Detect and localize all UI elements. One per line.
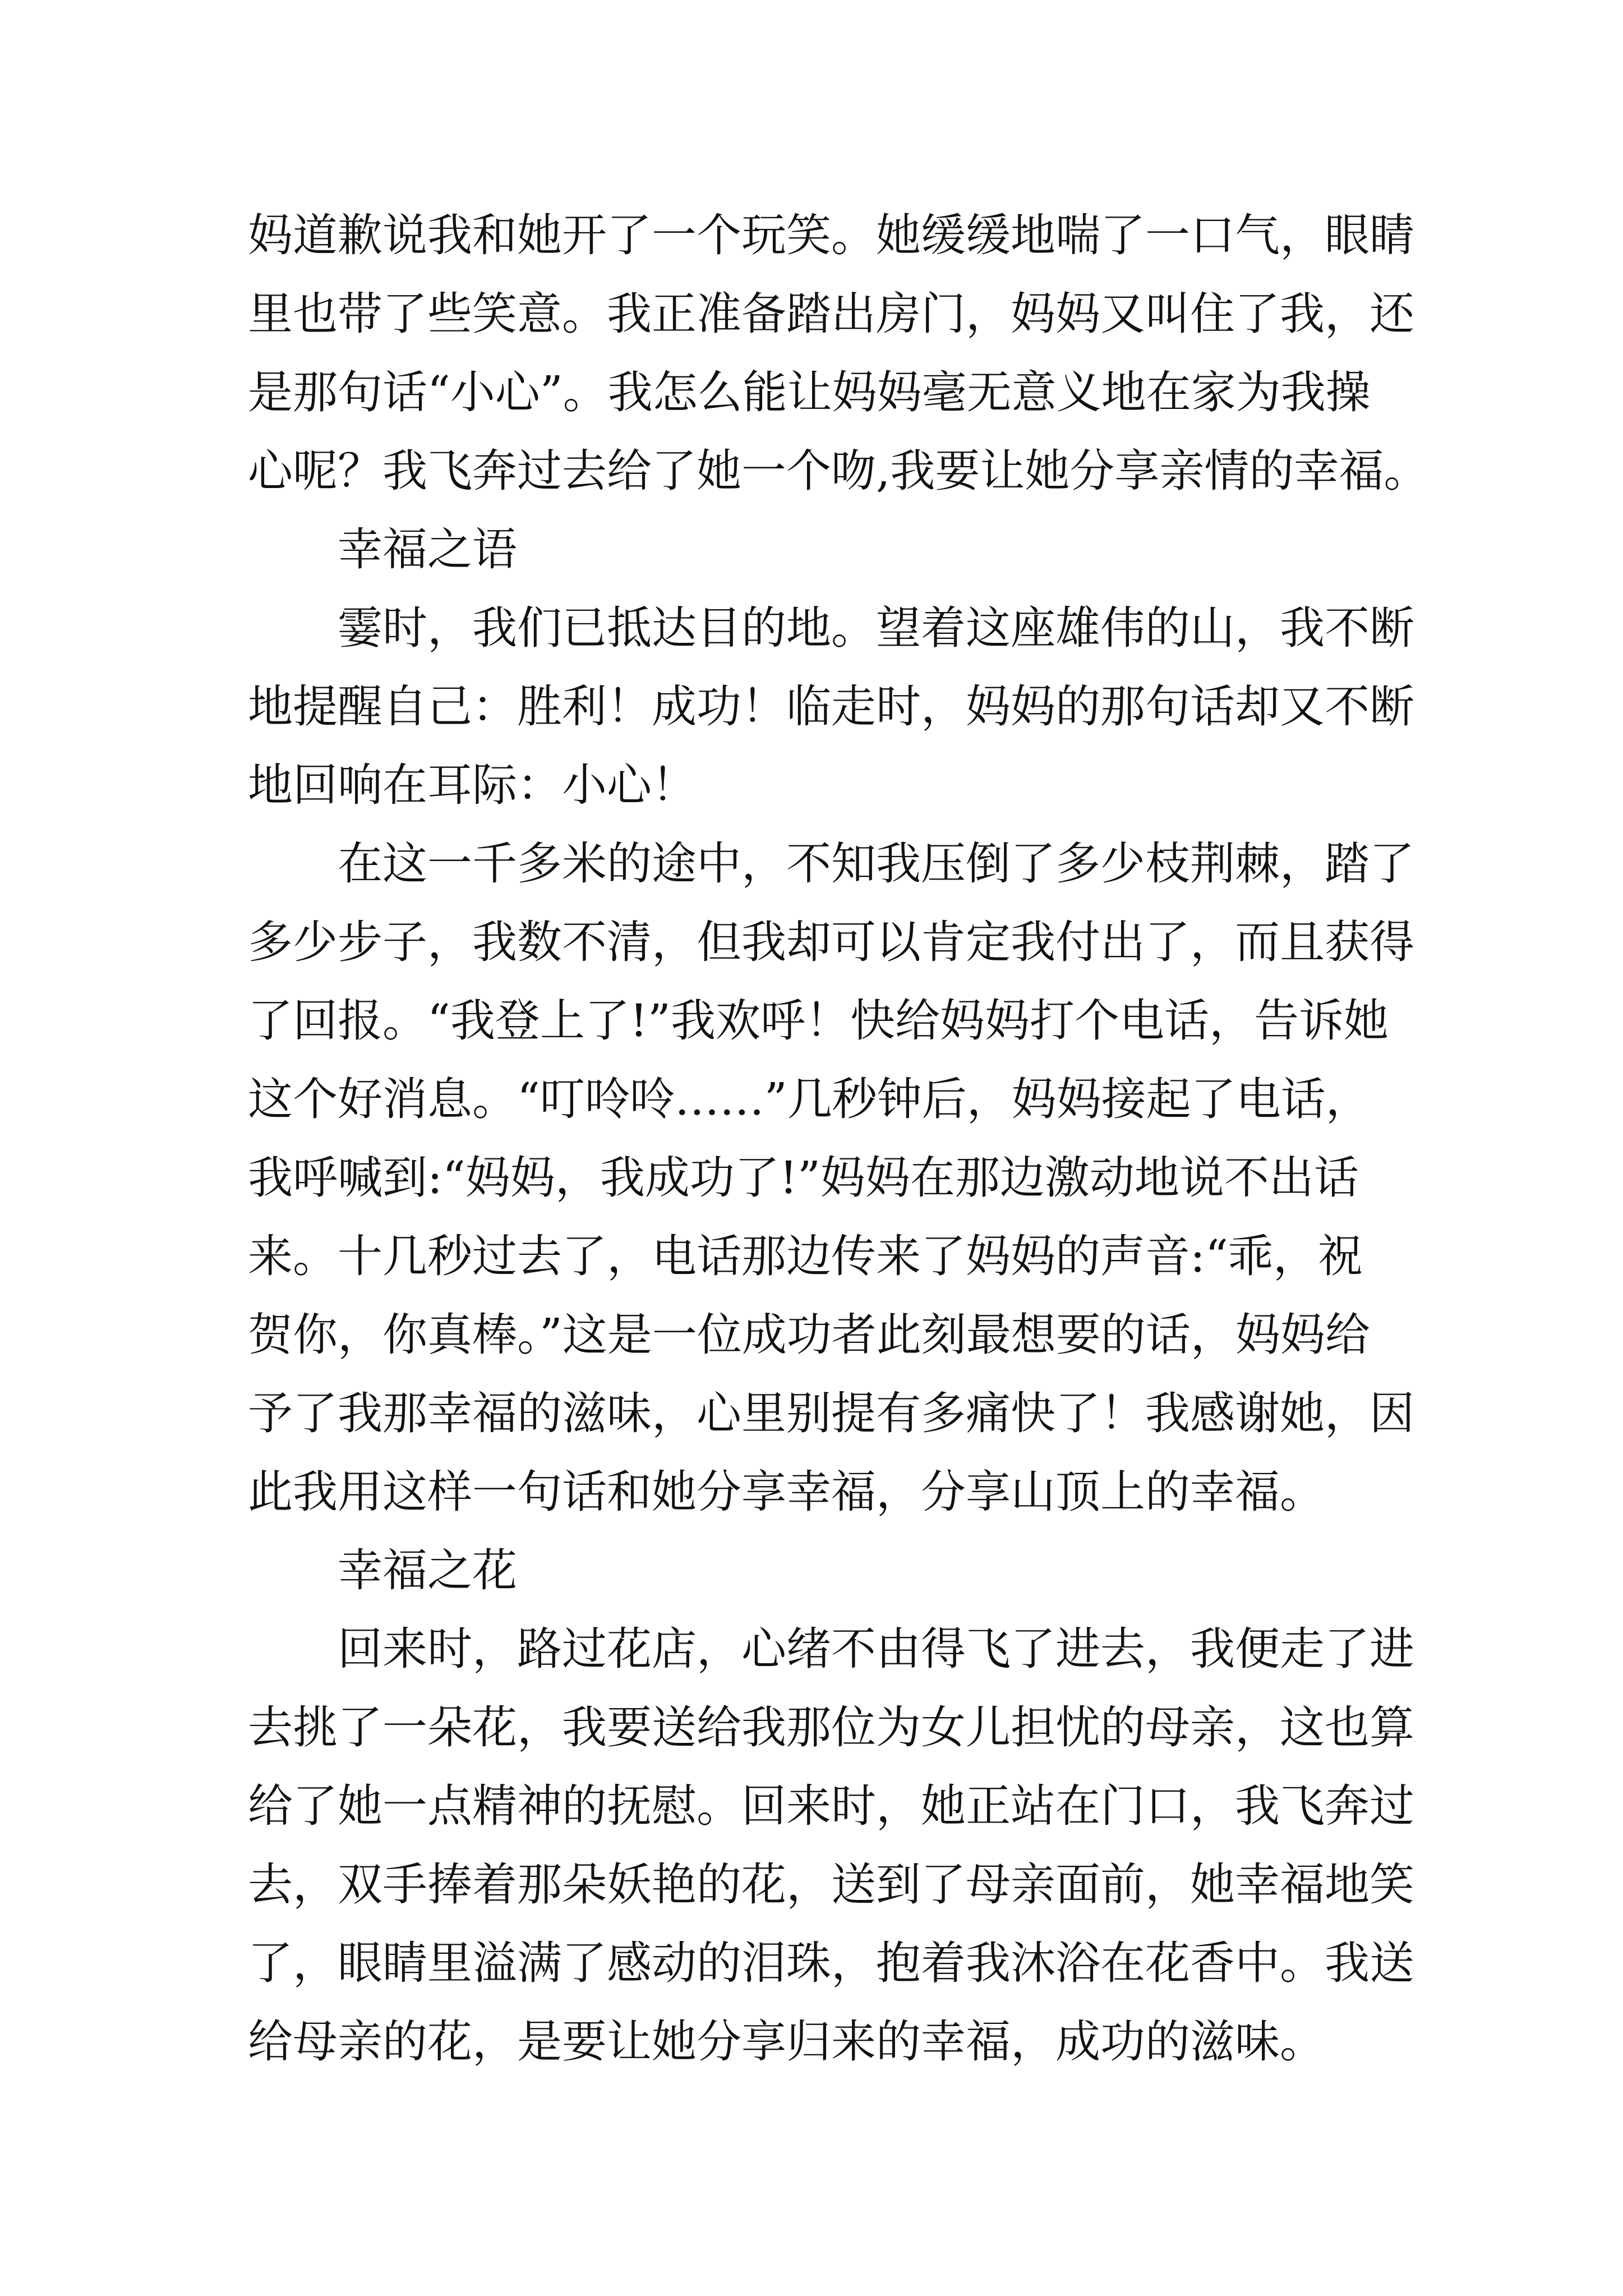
document-body	[248, 196, 1429, 2081]
text-line: 多少步子，我数不清，但我却可以肯定我付出了，而且获得	[248, 916, 1414, 968]
text-line: 在这一千多米的途中，不知我压倒了多少枝荆棘，踏了	[338, 838, 1414, 890]
text-line: 回来时，路过花店，心绪不由得飞了进去，我便走了进	[338, 1623, 1414, 1675]
text-line: 予了我那幸福的滋味，心里别提有多痛快了！我感谢她，因	[248, 1387, 1414, 1439]
text-line: 去挑了一朵花，我要送给我那位为女儿担忧的母亲，这也算	[248, 1701, 1414, 1754]
section-heading-text: 幸福之语	[338, 523, 517, 576]
text-line: 去，双手捧着那朵妖艳的花，送到了母亲面前，她幸福地笑	[248, 1858, 1414, 1911]
text-line: 这个好消息。“叮呤呤……”几秒钟后，妈妈接起了电话，	[248, 1073, 1371, 1125]
paragraph	[248, 1610, 1414, 2081]
text-line: 妈道歉说我和她开了一个玩笑。她缓缓地喘了一口气，眼睛	[248, 209, 1414, 261]
text-line: 心呢？我飞奔过去给了她一个吻,我要让她分享亲情的幸福。	[248, 445, 1429, 497]
text-line: 霎时，我们已抵达目的地。望着这座雄伟的山，我不断	[338, 602, 1414, 654]
section-heading	[248, 510, 1375, 589]
text-line: 来。十几秒过去了，电话那边传来了妈妈的声音:“乖，祝	[248, 1230, 1363, 1282]
text-line: 此我用这样一句话和她分享幸福，分享山顶上的幸福。	[248, 1466, 1325, 1518]
text-line: 地提醒自己：胜利！成功！临走时，妈妈的那句话却又不断	[248, 680, 1414, 733]
text-line: 我呼喊到:“妈妈，我成功了!”妈妈在那边激动地说不出话	[248, 1152, 1359, 1204]
paragraph	[248, 825, 1414, 1531]
text-line: 贺你，你真棒。”这是一位成功者此刻最想要的话，妈妈给	[248, 1309, 1370, 1361]
text-line: 给了她一点精神的抚慰。回来时，她正站在门口，我飞奔过	[248, 1780, 1414, 1832]
text-line: 是那句话“小心”。我怎么能让妈妈毫无意义地在家为我操	[248, 366, 1371, 418]
text-line: 里也带了些笑意。我正准备踏出房门，妈妈又叫住了我，还	[248, 288, 1414, 340]
paragraph-continuation	[248, 196, 1429, 510]
paragraph	[248, 589, 1414, 825]
section-heading	[248, 1531, 1375, 1610]
text-line: 了回报。“我登上了!”我欢呼！快给妈妈打个电话，告诉她	[248, 995, 1389, 1047]
text-line: 给母亲的花，是要让她分享归来的幸福，成功的滋味。	[248, 2016, 1325, 2068]
text-line: 了，眼睛里溢满了感动的泪珠，抱着我沐浴在花香中。我送	[248, 1937, 1414, 1989]
section-heading-text: 幸福之花	[338, 1544, 517, 1596]
text-line: 地回响在耳际：小心！	[248, 759, 697, 811]
